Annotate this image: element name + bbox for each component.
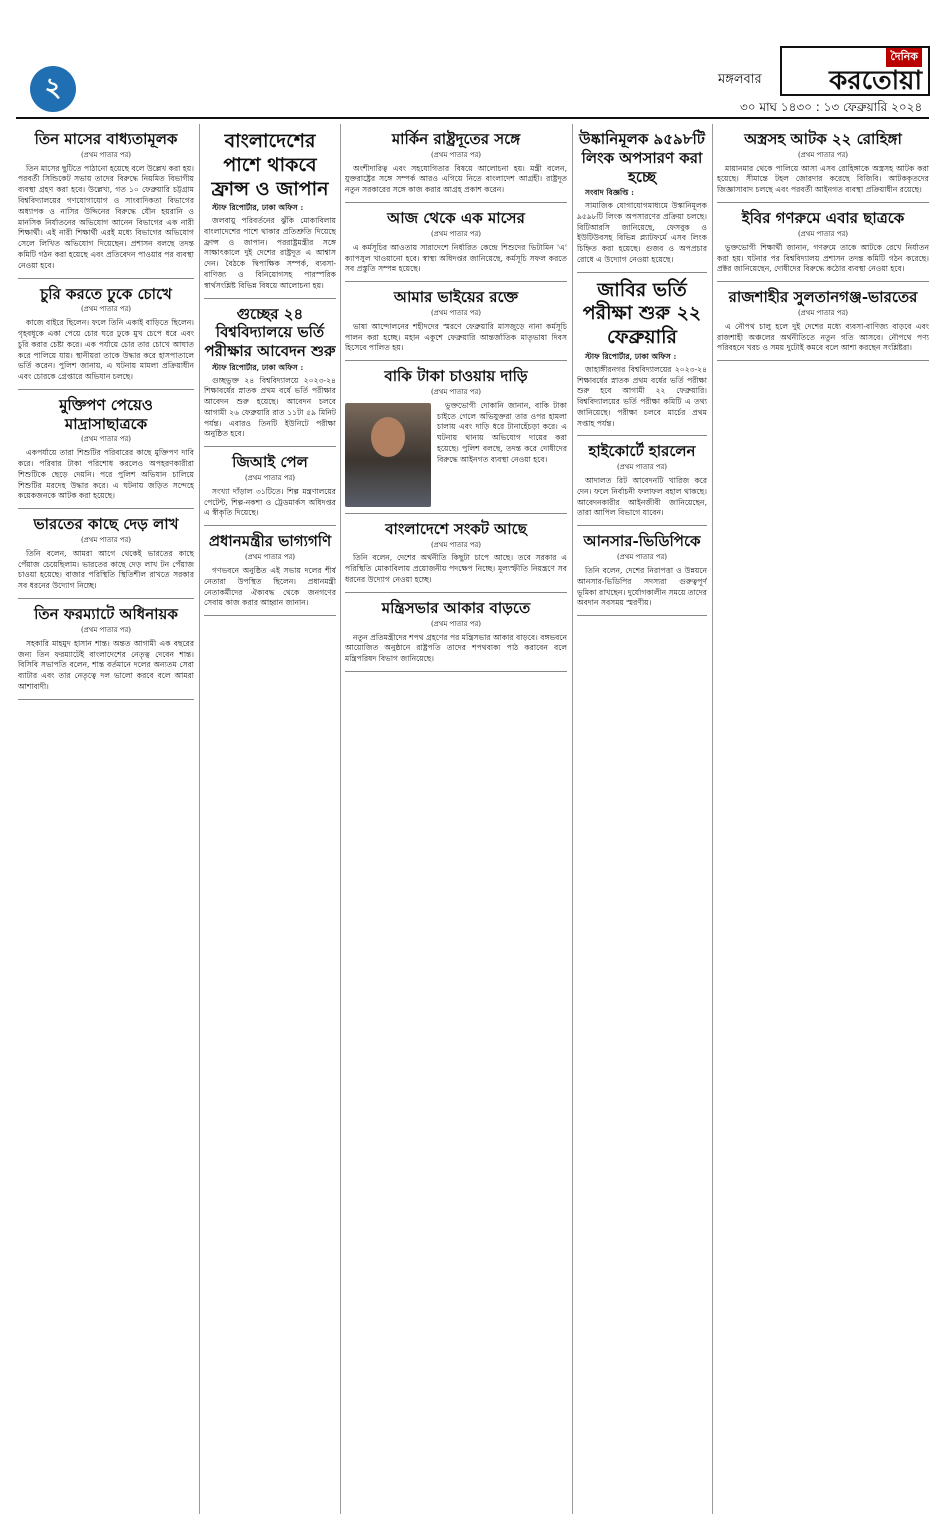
article bbox=[204, 532, 336, 616]
article bbox=[18, 285, 194, 390]
column-divider bbox=[340, 124, 341, 1514]
column-1 bbox=[18, 124, 194, 1514]
article-headline: ইবির গণরুমে এবার ছাত্রকে bbox=[741, 209, 905, 228]
article-headline: তিন ফরম্যাটে অধিনায়ক bbox=[34, 605, 178, 624]
article-continuation: (প্রথম পাতার পর) bbox=[244, 473, 296, 482]
article bbox=[204, 305, 336, 448]
article-headline: আনসার-ভিডিপিকে bbox=[583, 532, 701, 551]
article bbox=[18, 515, 194, 599]
article-body: মায়ানমার থেকে পালিয়ে আসা এসব রোহিঙ্গাকে অস্ত্রসহ আটক করা হয়েছে। সীমান্তে টহল জোরদার করেছে বিজিবি। আটককৃতদের জিজ্ঞাসাবাদ চলছে এবং পরবর্তী আইনগত ব্যবস্থা প্রক্রিয়াধীন রয়েছে। bbox=[717, 163, 929, 195]
column-3 bbox=[345, 124, 567, 1514]
article-headline: জাবির ভর্তি পরীক্ষা শুরু ২২ ফেব্রুয়ারি bbox=[582, 278, 702, 349]
column-5 bbox=[717, 124, 929, 1514]
article-headline: উষ্কানিমূলক ৯৫৯৮টি লিংক অপসারণ করা হচ্ছে bbox=[579, 130, 705, 186]
article-headline: মার্কিন রাষ্ট্রদূতের সঙ্গে bbox=[391, 130, 521, 148]
article-body: ভাষা আন্দোলনের শহীদদের স্মরণে ফেব্রুয়ারি মাসজুড়ে নানা কর্মসূচি পালন করা হচ্ছে। মহান একুশে ফেব্রুয়ারি আন্তর্জাতিক মাতৃভাষা দিবস হিসেবে পালিত হয়। bbox=[345, 321, 567, 353]
article-byline: স্টাফ রিপোর্টার, ঢাকা অফিস : bbox=[212, 362, 304, 372]
page-header bbox=[0, 0, 945, 112]
article bbox=[18, 605, 194, 700]
article-headline: রাজশাহীর সুলতানগঞ্জ-ভারতের bbox=[728, 288, 918, 307]
article-continuation: (প্রথম পাতার পর) bbox=[80, 625, 132, 634]
article bbox=[18, 130, 194, 279]
article-headline: মুক্তিপণ পেয়েও মাদ্রাসাছাত্রকে bbox=[59, 395, 153, 433]
column-divider bbox=[199, 124, 200, 1514]
article bbox=[345, 130, 567, 203]
article-continuation: (প্রথম পাতার পর) bbox=[80, 535, 132, 544]
article bbox=[717, 288, 929, 361]
article-body: আদালত রিট আবেদনটি খারিজ করে দেন। ফলে নির্বাচনী ফলাফল বহাল থাকছে। আবেদনকারীর আইনজীবী জানিয়েছেন, তারা আপিল বিভাগে যাবেন। bbox=[577, 476, 707, 518]
article-headline: অস্ত্রসহ আটক ২২ রোহিঙ্গা bbox=[744, 130, 902, 148]
article-byline: স্টাফ রিপোর্টার, ঢাকা অফিস : bbox=[585, 351, 677, 361]
article-continuation: (প্রথম পাতার পর) bbox=[616, 463, 668, 472]
article-headline: চুরি করতে ঢুকে চোখে bbox=[40, 284, 172, 303]
article-continuation: (প্রথম পাতার পর) bbox=[80, 435, 132, 444]
article bbox=[18, 396, 194, 509]
article-continuation: (প্রথম পাতার পর) bbox=[797, 229, 849, 238]
header-date: ৩০ মাঘ ১৪৩০ : ১৩ ফেব্রুয়ারি ২০২৪ bbox=[740, 100, 923, 114]
article-body: এ নৌপথ চালু হলে দুই দেশের মধ্যে ব্যবসা-বাণিজ্য বাড়বে এবং রাজশাহী অঞ্চলের অর্থনীতিতে নতুন গতি আসবে। নৌপথে পণ্য পরিবহনে খরচ ও সময় দুটোই কমবে বলে আশা করছেন সংশ্লিষ্টরা। bbox=[717, 321, 929, 353]
article bbox=[204, 130, 336, 299]
article-headline: আজ থেকে এক মাসের bbox=[387, 209, 525, 228]
article bbox=[345, 599, 567, 672]
article-body: গুচ্ছভুক্ত ২৪ বিশ্ববিদ্যালয়ে ২০২৩-২৪ শিক্ষাবর্ষের স্নাতক প্রথম বর্ষে ভর্তি পরীক্ষার আবেদন শুরু হয়েছে। আবেদন চলবে আগামী ২৬ ফেব্রুয়ারি রাত ১১টা ৫৯ মিনিট পর্যন্ত। এবারও তিনটি ইউনিটে পরীক্ষা অনুষ্ঠিত হবে। bbox=[204, 375, 336, 439]
article-headline: বাংলাদেশের পাশে থাকবে ফ্রান্স ও জাপান bbox=[211, 130, 329, 200]
article-body: ভুক্তভোগী দোকানি জানান, বাকি টাকা চাইতে গেলে অভিযুক্তরা তার ওপর হামলা চালায় এবং দাড়ি ধরে টানাহেঁচড়া করে। এ ঘটনায় থানায় অভিযোগ দায়ের করা হয়েছে। পুলিশ বলছে, তদন্ত করে দোষীদের বিরুদ্ধে আইনগত ব্যবস্থা নেওয়া হবে। bbox=[437, 400, 567, 464]
header-day: মঙ্গলবার bbox=[718, 72, 762, 87]
article-body: সংখ্যা দাঁড়াল ৩১টিতে। শিল্প মন্ত্রণালয়ের পেটেন্ট, শিল্প-নকশা ও ট্রেডমার্কস অধিদপ্তর এ স্বীকৃতি দিয়েছে। bbox=[204, 486, 336, 518]
article-body: একপর্যায়ে তারা শিশুটির পরিবারের কাছে মুক্তিপণ দাবি করে। পরিবার টাকা পরিশোধ করলেও অপহরণকারীরা শিশুটিকে ছেড়ে দেয়নি। পরে পুলিশ অভিযান চালিয়ে শিশুটির মরদেহ উদ্ধার করে। এ ঘটনায় জড়িত সন্দেহে কয়েকজনকে আটক করা হয়েছে। bbox=[18, 448, 194, 501]
article bbox=[717, 130, 929, 203]
article bbox=[577, 442, 707, 526]
article-continuation: (প্রথম পাতার পর) bbox=[430, 387, 482, 396]
article-body: তিনি বলেন, দেশের নিরাপত্তা ও উন্নয়নে আনসার-ভিডিপির সদস্যরা গুরুত্বপূর্ণ ভূমিকা রাখছেন। দুর্যোগকালীন সময়ে তাদের অবদান সবসময় স্মরণীয়। bbox=[577, 565, 707, 608]
article-body: তিনি বলেন, আমরা আগে থেকেই ভারতের কাছে পেঁয়াজ চেয়েছিলাম। ভারতের কাছে দেড় লাখ টন পেঁয়াজ চাওয়া হয়েছে। বাজার পরিস্থিতি স্থিতিশীল রাখতে সরকার সব ধরনের উদ্যোগ নিচ্ছে। bbox=[18, 548, 194, 591]
column-2 bbox=[204, 124, 336, 1514]
article-headline: জিআই পেল bbox=[232, 453, 308, 472]
article-body: তিন মাসের ছুটিতে পাঠানো হয়েছে বলে উল্লেখ করা হয়। পরবর্তী সিন্ডিকেট সভায় তাদের বিরুদ্ধে নিয়মিত বিভাগীয় ব্যবস্থা গ্রহণ করা হবে। উল্লেখ্য, গত ১০ ফেব্রুয়ারি চট্টগ্রাম বিশ্ববিদ্যালয়ের গণযোগাযোগ ও সাংবাদিকতা বিভাগের অধ্যাপক ও নাসির উদ্দিনের বিরুদ্ধে যৌন হয়রানি ও মানসিক নির্যাতনের অভিযোগ আনেন বিভাগের এক নারী শিক্ষার্থী। এই নারী শিক্ষার্থী এরই মধ্যে বিভাগের অভিযোগ সেলে লিখিত অভিযোগ দিয়েছেন। প্রশাসন বলছে তদন্ত কমিটি গঠন করা হয়েছে এবং প্রতিবেদন পাওয়ার পর ব্যবস্থা নেওয়া হবে। bbox=[18, 163, 194, 270]
article bbox=[577, 279, 707, 437]
article-continuation: (প্রথম পাতার পর) bbox=[797, 150, 849, 159]
column-divider bbox=[712, 124, 713, 1514]
article-continuation: (প্রথম পাতার পর) bbox=[430, 619, 482, 628]
article-byline: স্টাফ রিপোর্টার, ঢাকা অফিস : bbox=[212, 203, 304, 213]
article-body: কাজে বাইরে ছিলেন। ফলে তিনি একাই বাড়িতে ছিলেন। গৃহবধূকে একা পেয়ে চোর ঘরে ঢুকে মুখ চেপে ধরে এবং চুরি করার চেষ্টা করে। এক পর্যায়ে চোর তার চোখে আঘাত করে পালিয়ে যায়। স্থানীয়রা তাকে উদ্ধার করে হাসপাতালে ভর্তি করেন। পুলিশ জানায়, এ ঘটনায় মামলা প্রক্রিয়াধীন এবং চোরকে গ্রেপ্তারে অভিযান চলছে। bbox=[18, 318, 194, 382]
article bbox=[717, 209, 929, 282]
article-body: সহকারি মাহমুদ হাসান শান্ত। অন্তত আগামী এক বছরের জন্য তিন ফরম্যাটেই বাংলাদেশের নেতৃত্ব দেবেন শান্ত। বিসিবি সভাপতি বলেন, শান্ত বর্তমানে দলের অন্যতম সেরা ব্যাটার এবং তার নেতৃত্বে দল ভালো করবে বলে আমরা আশাবাদী। bbox=[18, 638, 194, 691]
article-body: নতুন প্রতিমন্ত্রীদের শপথ গ্রহণের পর মন্ত্রিসভার আকার বাড়বে। বঙ্গভবনে আয়োজিত অনুষ্ঠানে রাষ্ট্রপতি তাদের শপথবাক্য পাঠ করাবেন বলে মন্ত্রিপরিষদ বিভাগ জানিয়েছে। bbox=[345, 632, 567, 664]
logo-title: করতোয়া bbox=[829, 65, 922, 96]
article-continuation: (প্রথম পাতার পর) bbox=[430, 308, 482, 317]
article-continuation: (প্রথম পাতার পর) bbox=[797, 308, 849, 317]
article bbox=[577, 130, 707, 273]
column-4 bbox=[577, 124, 707, 1514]
article-continuation: (প্রথম পাতার পর) bbox=[430, 540, 482, 549]
article-headline: তিন মাসের বাধ্যতামূলক bbox=[34, 130, 178, 148]
article-continuation: (প্রথম পাতার পর) bbox=[430, 229, 482, 238]
article-body: এ কর্মসূচির আওতায় সারাদেশে নির্ধারিত কেন্দ্রে শিশুদের ভিটামিন 'এ' ক্যাপসুল খাওয়ানো হবে। স্বাস্থ্য অধিদপ্তর জানিয়েছে, কর্মসূচি সফল করতে সব প্রস্তুতি সম্পন্ন হয়েছে। bbox=[345, 242, 567, 274]
article-body: তিনি বলেন, দেশের অর্থনীতি কিছুটা চাপে আছে। তবে সরকার এ পরিস্থিতি মোকাবিলায় প্রয়োজনীয় পদক্ষেপ নিচ্ছে। মূল্যস্ফীতি নিয়ন্ত্রণে সব ধরনের উদ্যোগ নেওয়া হচ্ছে। bbox=[345, 553, 567, 585]
page-number-badge: ২ bbox=[30, 66, 76, 112]
article-body: জলবায়ু পরিবর্তনের ঝুঁকি মোকাবিলায় বাংলাদেশের পাশে থাকার প্রতিশ্রুতি দিয়েছে ফ্রান্স ও জাপান। পররাষ্ট্রমন্ত্রীর সঙ্গে সাক্ষাৎকালে দুই দেশের রাষ্ট্রদূত এ আশ্বাস দেন। বৈঠকে দ্বিপাক্ষিক সম্পর্ক, ব্যবসা-বাণিজ্য ও বিনিয়োগসহ পারস্পরিক স্বার্থসংশ্লিষ্ট বিভিন্ন বিষয়ে আলোচনা হয়। bbox=[204, 216, 336, 290]
article-body: সামাজিক যোগাযোগমাধ্যমে উস্কানিমূলক ৯৫৯৮টি লিংক অপসারণের প্রক্রিয়া চলছে। বিটিআরসি জানিয়েছে, ফেসবুক ও ইউটিউবসহ বিভিন্ন প্ল্যাটফর্মে এসব লিংক চিহ্নিত করা হয়েছে। গুজব ও অপপ্রচার রোধে এ উদ্যোগ নেওয়া হয়েছে। bbox=[577, 201, 707, 264]
article-body: অংশীদারিত্ব এবং সহযোগিতার বিষয়ে আলোচনা হয়। মন্ত্রী বলেন, যুক্তরাষ্ট্রের সঙ্গে সম্পর্ক আরও এগিয়ে নিতে বাংলাদেশ আগ্রহী। রাষ্ট্রদূত নতুন সরকারের সঙ্গে কাজ করার আগ্রহ প্রকাশ করেন। bbox=[345, 163, 567, 195]
article-headline: ভারতের কাছে দেড় লাখ bbox=[33, 515, 179, 534]
article-headline: বাংলাদেশে সংকট আছে bbox=[385, 519, 527, 538]
article bbox=[345, 209, 567, 282]
article-headline: গুচ্ছের ২৪ বিশ্ববিদ্যালয়ে ভর্তি পরীক্ষার আবেদন শুরু bbox=[204, 304, 336, 360]
article-continuation: (প্রথম পাতার পর) bbox=[616, 553, 668, 561]
article bbox=[345, 520, 567, 593]
article bbox=[345, 367, 567, 514]
article-headline: বাকি টাকা চাওয়ায় দাড়ি bbox=[384, 367, 528, 386]
article bbox=[204, 453, 336, 526]
article-byline: সংবাদ বিজ্ঞপ্তি : bbox=[585, 188, 634, 198]
article-body: গণভবনে অনুষ্ঠিত এই সভায় দলের শীর্ষ নেতারা উপস্থিত ছিলেন। প্রধানমন্ত্রী নেতাকর্মীদের ঐক্যবদ্ধ থেকে জনগণের সেবায় কাজ করার আহ্বান জানান। bbox=[204, 565, 336, 608]
article-body: জাহাঙ্গীরনগর বিশ্ববিদ্যালয়ের ২০২৩-২৪ শিক্ষাবর্ষের স্নাতক প্রথম বর্ষের ভর্তি পরীক্ষা শুরু হবে আগামী ২২ ফেব্রুয়ারি। বিশ্ববিদ্যালয়ের ভর্তি পরীক্ষা কমিটি এ তথ্য জানিয়েছে। পরীক্ষা চলবে মার্চের প্রথম সপ্তাহ পর্যন্ত। bbox=[577, 364, 707, 428]
article-body: ভুক্তভোগী শিক্ষার্থী জানান, গণরুমে তাকে আটকে রেখে নির্যাতন করা হয়। ঘটনার পর বিশ্ববিদ্যালয় প্রশাসন তদন্ত কমিটি গঠন করেছে। প্রক্টর জানিয়েছেন, দোষীদের বিরুদ্ধে কঠোর ব্যবস্থা নেওয়া হবে। bbox=[717, 242, 929, 274]
article-headline: মন্ত্রিসভার আকার বাড়তে bbox=[381, 598, 531, 617]
header-rule bbox=[16, 117, 929, 119]
article-headline: প্রধানমন্ত্রীর ভাগ্যগণি bbox=[208, 532, 332, 551]
article-continuation: (প্রথম পাতার পর) bbox=[430, 150, 482, 159]
article-headline: হাইকোর্টে হারলেন bbox=[588, 442, 696, 461]
article-continuation: (প্রথম পাতার পর) bbox=[80, 150, 132, 159]
newspaper-logo bbox=[780, 46, 930, 96]
article-headline: আমার ভাইয়ের রক্তে bbox=[393, 288, 519, 307]
person-photo bbox=[345, 403, 431, 507]
logo-small-text: দৈনিক bbox=[886, 48, 922, 67]
column-divider bbox=[572, 124, 573, 1514]
article bbox=[577, 532, 707, 616]
article-continuation: (প্রথম পাতার পর) bbox=[244, 553, 296, 561]
article bbox=[345, 288, 567, 361]
article-continuation: (প্রথম পাতার পর) bbox=[80, 305, 132, 314]
